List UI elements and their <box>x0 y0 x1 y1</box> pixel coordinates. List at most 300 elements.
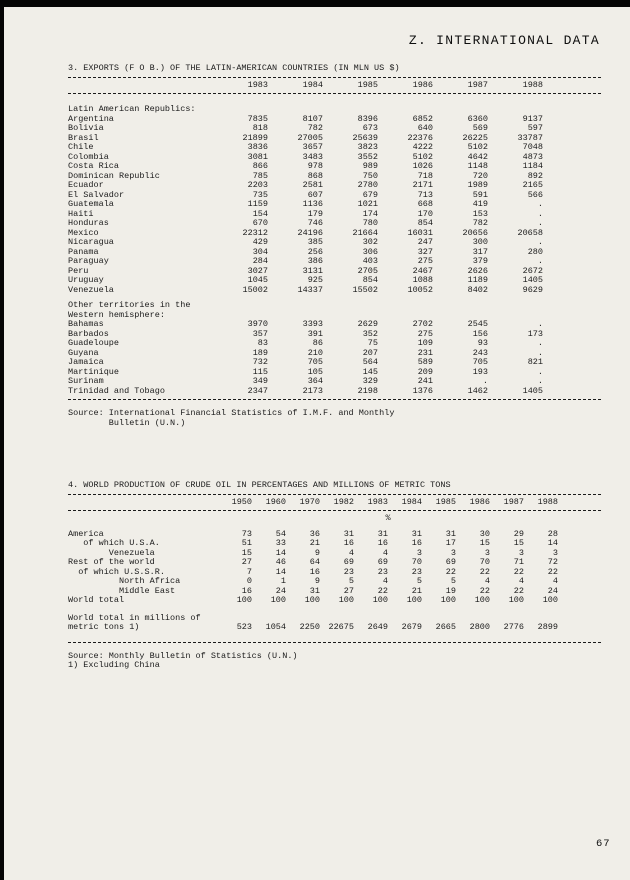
country-label: Jamaica <box>68 357 104 367</box>
country-label: Venezuela <box>68 284 114 295</box>
cell-1984: 27005 <box>297 132 323 143</box>
table-row <box>68 210 601 220</box>
cell-1982: 23 <box>343 566 354 577</box>
country-label: Bahamas <box>68 319 104 329</box>
table-row <box>68 276 601 286</box>
cell-1984: 385 <box>307 237 323 247</box>
cell-1986: 10052 <box>407 284 433 295</box>
country-label: Mexico <box>68 227 99 238</box>
cell-1983: 2203 <box>247 180 268 190</box>
cell-1988: 173 <box>527 328 543 339</box>
cell-1985: 5 <box>450 576 456 586</box>
cell-1988: 3 <box>552 547 558 558</box>
dashed-separator <box>68 93 601 94</box>
cell-1988: . <box>537 256 543 266</box>
cell-1987: 20656 <box>462 227 488 238</box>
country-label: Peru <box>68 265 89 276</box>
cell-1984: 3483 <box>302 151 323 162</box>
cell-1988: 1184 <box>522 161 543 171</box>
cell-1984: 70 <box>411 557 422 567</box>
cell-1988: 566 <box>527 189 543 200</box>
cell-1983: 670 <box>252 218 268 228</box>
cell-1985: 3823 <box>357 142 378 152</box>
cell-1960: 46 <box>275 557 286 567</box>
world-total-cell: 2649 <box>367 622 388 632</box>
crude-oil-table-section <box>68 481 601 671</box>
cell-1983: 69 <box>377 557 388 567</box>
cell-1987: 3 <box>518 547 524 558</box>
cell-1987: 1189 <box>467 275 488 285</box>
cell-1985: 100 <box>440 595 456 605</box>
cell-1988: 72 <box>547 557 558 567</box>
table-row <box>68 320 601 330</box>
table-row <box>68 358 601 368</box>
cell-1985: 329 <box>362 376 378 386</box>
cell-1987: 93 <box>477 338 488 348</box>
cell-1970: 9 <box>314 576 320 586</box>
world-total-cell: 2800 <box>469 622 490 632</box>
cell-1986: 327 <box>417 246 433 257</box>
cell-1970: 21 <box>309 538 320 548</box>
cell-1988: 821 <box>527 357 543 367</box>
world-total-cell: 22675 <box>328 622 354 632</box>
cell-1987: 720 <box>472 170 488 181</box>
cell-1987: 705 <box>472 357 488 367</box>
cell-1988: 7048 <box>522 142 543 152</box>
cell-1984: 391 <box>307 328 323 339</box>
country-label: Guatemala <box>68 199 114 209</box>
cell-1984: 705 <box>307 357 323 367</box>
cell-1982: 69 <box>343 557 354 567</box>
cell-1984: 3657 <box>302 142 323 152</box>
table-row <box>68 115 601 125</box>
table-row <box>68 181 601 191</box>
cell-1986: 241 <box>417 376 433 386</box>
table-row <box>68 339 601 349</box>
cell-1950: 100 <box>236 595 252 605</box>
spacer <box>68 633 601 639</box>
table-row <box>68 153 601 163</box>
cell-1985: 673 <box>362 123 378 133</box>
country-label: Paraguay <box>68 256 109 266</box>
cell-1985: 15502 <box>352 284 378 295</box>
cell-1985: 780 <box>362 218 378 228</box>
cell-1986: 100 <box>474 595 490 605</box>
cell-1985: 564 <box>362 357 378 367</box>
cell-1988: . <box>537 218 543 228</box>
table-row <box>68 238 601 248</box>
cell-1986: 668 <box>417 199 433 209</box>
percent-header-spacer <box>68 514 218 524</box>
cell-1988: 892 <box>527 170 543 181</box>
cell-1988: 9629 <box>522 284 543 295</box>
cell-1986: 275 <box>417 256 433 266</box>
cell-1986: 2171 <box>412 180 433 190</box>
cell-1985: 3552 <box>357 151 378 162</box>
cell-1988: 597 <box>527 123 543 133</box>
cell-1984: 24196 <box>297 227 323 238</box>
cell-1987: 1148 <box>467 161 488 171</box>
cell-1984: 3393 <box>302 319 323 329</box>
dashed-separator <box>68 510 601 511</box>
year-label: 1987 <box>467 79 488 90</box>
cell-1984: 746 <box>307 218 323 228</box>
cell-1986: 1026 <box>412 161 433 171</box>
country-label: Honduras <box>68 218 109 228</box>
cell-1970: 64 <box>309 557 320 567</box>
cell-1983: 4 <box>382 547 388 558</box>
cell-1987: 26225 <box>462 132 488 143</box>
cell-1983: 1159 <box>247 199 268 209</box>
cell-1985: 352 <box>362 328 378 339</box>
cell-1970: 31 <box>309 585 320 596</box>
world-total-cell: 2679 <box>401 622 422 632</box>
cell-1982: 5 <box>348 576 354 586</box>
cell-1984: 925 <box>307 275 323 285</box>
dashed-separator <box>68 399 601 400</box>
cell-1982: 16 <box>343 538 354 548</box>
table-row <box>68 286 601 296</box>
cell-1986: 170 <box>417 208 433 219</box>
cell-1987: 71 <box>513 557 524 567</box>
cell-1985: 854 <box>362 275 378 285</box>
dashed-separator <box>68 77 601 78</box>
country-label: El Salvador <box>68 189 125 200</box>
cell-1987: 8402 <box>467 284 488 295</box>
cell-1988: 2672 <box>522 265 543 276</box>
cell-1983: 284 <box>252 256 268 266</box>
cell-1950: 16 <box>241 585 252 596</box>
cell-1985: 2780 <box>357 180 378 190</box>
cell-1960: 33 <box>275 538 286 548</box>
cell-1983: 349 <box>252 376 268 386</box>
year-label: 1983 <box>247 79 268 90</box>
year-label: 1985 <box>357 79 378 90</box>
cell-1983: 818 <box>252 123 268 133</box>
cell-1983: 31 <box>377 528 388 539</box>
cell-1987: 193 <box>472 366 488 377</box>
cell-1987: 2626 <box>467 265 488 276</box>
cell-1986: 70 <box>479 557 490 567</box>
cell-1984: 782 <box>307 123 323 133</box>
cell-1986: 2702 <box>412 319 433 329</box>
source-line: Bulletin (U.N.) <box>68 417 186 428</box>
cell-1986: 231 <box>417 347 433 358</box>
cell-1988: 280 <box>527 246 543 257</box>
cell-1983: 785 <box>252 170 268 181</box>
cell-1988: 2165 <box>522 180 543 190</box>
region-label: of which U.S.S.R. <box>68 566 165 577</box>
cell-1983: 15002 <box>242 284 268 295</box>
cell-1986: 589 <box>417 357 433 367</box>
source-line: Source: International Financial Statistics of I.M.F. and Monthly <box>68 408 395 418</box>
cell-1986: 22 <box>479 585 490 596</box>
cell-1983: 83 <box>257 338 268 348</box>
cell-1960: 54 <box>275 528 286 539</box>
world-total-label-line2: metric tons 1) <box>68 622 140 632</box>
cell-1985: 21664 <box>352 227 378 238</box>
cell-1985: 207 <box>362 347 378 358</box>
country-label: Uruguay <box>68 275 104 285</box>
table-row <box>68 143 601 153</box>
cell-1984: 386 <box>307 256 323 266</box>
cell-1987: 379 <box>472 256 488 266</box>
cell-1986: 6852 <box>412 113 433 124</box>
region-label: World total <box>68 595 125 605</box>
cell-1987: 5102 <box>467 142 488 152</box>
cell-1987: 4642 <box>467 151 488 162</box>
cell-1984: 5 <box>416 576 422 586</box>
cell-1985: 31 <box>445 528 456 539</box>
cell-1985: 22 <box>445 566 456 577</box>
cell-1983: 3081 <box>247 151 268 162</box>
year-label: 1950 <box>231 496 252 507</box>
cell-1984: 100 <box>406 595 422 605</box>
cell-1984: 210 <box>307 347 323 358</box>
cell-1970: 100 <box>304 595 320 605</box>
country-label: Chile <box>68 142 94 152</box>
table-row <box>68 248 601 258</box>
cell-1960: 24 <box>275 585 286 596</box>
cell-1984: 8107 <box>302 113 323 124</box>
latin-american-rows <box>68 115 601 296</box>
country-label: Haiti <box>68 208 94 219</box>
cell-1983: 3027 <box>247 265 268 276</box>
cell-1984: 16 <box>411 538 422 548</box>
cell-1988: . <box>537 347 543 358</box>
cell-1987: 22 <box>513 585 524 596</box>
cell-1987: 6360 <box>467 113 488 124</box>
country-label: Surinam <box>68 376 104 386</box>
cell-1983: 429 <box>252 237 268 247</box>
cell-1988: 33787 <box>517 132 543 143</box>
region-label: of which U.S.A. <box>68 538 160 548</box>
crude-oil-year-header-row <box>68 498 601 508</box>
cell-1986: 1088 <box>412 275 433 285</box>
year-label: 1986 <box>469 496 490 507</box>
world-total-cell: 2250 <box>299 622 320 632</box>
cell-1988: . <box>537 208 543 219</box>
cell-1985: 3 <box>450 547 456 558</box>
table-row <box>68 172 601 182</box>
cell-1987: 29 <box>513 528 524 539</box>
year-label: 1970 <box>299 496 320 507</box>
cell-1982: 100 <box>338 595 354 605</box>
country-label: Colombia <box>68 151 109 162</box>
table-row <box>68 257 601 267</box>
country-label: Dominican Republic <box>68 170 160 181</box>
cell-1988: 28 <box>547 528 558 539</box>
section-heading-latin-american: Latin American Republics: <box>68 104 196 114</box>
cell-1970: 16 <box>309 566 320 577</box>
cell-1985: 145 <box>362 366 378 377</box>
cell-1984: 179 <box>307 208 323 219</box>
footnote-line: 1) Excluding China <box>68 660 160 670</box>
region-label: Rest of the world <box>68 557 155 567</box>
cell-1983: 16 <box>377 538 388 548</box>
cell-1950: 51 <box>241 538 252 548</box>
dashed-separator <box>68 494 601 495</box>
cell-1986: 3 <box>484 547 490 558</box>
year-label: 1960 <box>265 496 286 507</box>
cell-1988: 9137 <box>522 113 543 124</box>
region-label: Venezuela <box>68 547 155 558</box>
cell-1983: 304 <box>252 246 268 257</box>
crude-oil-table-title: 4. WORLD PRODUCTION OF CRUDE OIL IN PERCENTAGES AND MILLIONS OF METRIC TONS <box>68 480 451 490</box>
cell-1984: 2173 <box>302 385 323 396</box>
cell-1970: 9 <box>314 547 320 558</box>
year-label: 1984 <box>401 496 422 507</box>
cell-1983: 7835 <box>247 113 268 124</box>
cell-1983: 866 <box>252 161 268 171</box>
cell-1983: 732 <box>252 357 268 367</box>
cell-1985: 2629 <box>357 319 378 329</box>
world-total-cell: 2899 <box>537 622 558 632</box>
cell-1983: 22 <box>377 585 388 596</box>
cell-1986: 2467 <box>412 265 433 276</box>
cell-1983: 4 <box>382 576 388 586</box>
cell-1985: 306 <box>362 246 378 257</box>
world-total-cell: 1054 <box>265 622 286 632</box>
year-header-spacer <box>68 81 213 91</box>
cell-1983: 357 <box>252 328 268 339</box>
country-label: Bolivia <box>68 123 104 133</box>
cell-1987: 591 <box>472 189 488 200</box>
cell-1984: 86 <box>312 338 323 348</box>
cell-1982: 31 <box>343 528 354 539</box>
cell-1960: 14 <box>275 566 286 577</box>
cell-1985: 19 <box>445 585 456 596</box>
cell-1986: 30 <box>479 528 490 539</box>
cell-1988: . <box>537 366 543 377</box>
cell-1983: 2347 <box>247 385 268 396</box>
cell-1988: . <box>537 319 543 329</box>
year-label: 1985 <box>435 496 456 507</box>
cell-1988: . <box>537 376 543 386</box>
world-total-values-row <box>68 623 601 633</box>
cell-1986: 713 <box>417 189 433 200</box>
year-label: 1986 <box>412 79 433 90</box>
cell-1987: 243 <box>472 347 488 358</box>
country-label: Martinique <box>68 366 120 377</box>
country-label: Guadeloupe <box>68 338 120 348</box>
table-row <box>68 349 601 359</box>
cell-1960: 14 <box>275 547 286 558</box>
other-territories-rows <box>68 320 601 396</box>
cell-1982: 4 <box>348 547 354 558</box>
cell-1986: 15 <box>479 538 490 548</box>
country-label: Argentina <box>68 113 114 124</box>
cell-1983: 1045 <box>247 275 268 285</box>
cell-1986: 22376 <box>407 132 433 143</box>
percent-header-row <box>68 514 601 524</box>
cell-1983: 22312 <box>242 227 268 238</box>
cell-1988: 100 <box>542 595 558 605</box>
cell-1960: 100 <box>270 595 286 605</box>
cell-1986: 4222 <box>412 142 433 152</box>
year-label: 1982 <box>333 496 354 507</box>
region-label: America <box>68 528 104 539</box>
region-label: Middle East <box>68 585 176 596</box>
cell-1970: 36 <box>309 528 320 539</box>
percent-symbol: % <box>385 513 391 523</box>
cell-1984: 607 <box>307 189 323 200</box>
country-label: Brasil <box>68 132 99 143</box>
cell-1985: 8396 <box>357 113 378 124</box>
cell-1988: . <box>537 199 543 209</box>
cell-1987: 300 <box>472 237 488 247</box>
country-label: Guyana <box>68 347 99 358</box>
cell-1960: 1 <box>280 576 286 586</box>
cell-1984: 14337 <box>297 284 323 295</box>
table-row <box>68 368 601 378</box>
cell-1988: . <box>537 338 543 348</box>
cell-1983: 23 <box>377 566 388 577</box>
year-label: 1988 <box>537 496 558 507</box>
cell-1985: 75 <box>367 338 378 348</box>
exports-table-title: 3. EXPORTS (F O B.) OF THE LATIN-AMERICAN COUNTRIES (IN MLN US $) <box>68 63 400 73</box>
cell-1987: 156 <box>472 328 488 339</box>
cell-1984: 868 <box>307 170 323 181</box>
exports-table-section <box>68 64 601 428</box>
table-row <box>68 229 601 239</box>
cell-1987: 569 <box>472 123 488 133</box>
year-label: 1984 <box>302 79 323 90</box>
cell-1983: 100 <box>372 595 388 605</box>
cell-1986: 4 <box>484 576 490 586</box>
country-label: Costa Rica <box>68 161 120 171</box>
cell-1987: 22 <box>513 566 524 577</box>
cell-1987: 15 <box>513 538 524 548</box>
cell-1984: 31 <box>411 528 422 539</box>
table-row <box>68 200 601 210</box>
cell-1986: 854 <box>417 218 433 228</box>
cell-1987: . <box>482 376 488 386</box>
cell-1986: 247 <box>417 237 433 247</box>
cell-1986: 718 <box>417 170 433 181</box>
cell-1983: 3836 <box>247 142 268 152</box>
cell-1985: 302 <box>362 237 378 247</box>
cell-1986: 22 <box>479 566 490 577</box>
cell-1984: 364 <box>307 376 323 386</box>
source-line: Source: Monthly Bulletin of Statistics (U.N.) <box>68 650 298 661</box>
cell-1983: 154 <box>252 208 268 219</box>
country-label: Nicaragua <box>68 237 114 247</box>
cell-1985: 679 <box>362 189 378 200</box>
dashed-separator <box>68 642 601 643</box>
world-total-cell: 2776 <box>503 622 524 632</box>
cell-1950: 15 <box>241 547 252 558</box>
world-total-label-line1: World total in millions of <box>68 612 201 623</box>
cell-1988: 1405 <box>522 385 543 396</box>
table-row <box>68 596 601 606</box>
cell-1983: 3970 <box>247 319 268 329</box>
cell-1985: 2705 <box>357 265 378 276</box>
cell-1987: 317 <box>472 246 488 257</box>
world-total-cell: 523 <box>236 622 252 632</box>
section-heading-other-territories-line2: Western hemisphere: <box>68 309 165 320</box>
cell-1984: 105 <box>307 366 323 377</box>
region-label: North Africa <box>68 576 181 586</box>
exports-year-header-row <box>68 81 601 91</box>
cell-1988: . <box>537 237 543 247</box>
cell-1987: 2545 <box>467 319 488 329</box>
cell-1984: 2581 <box>302 180 323 190</box>
country-label: Ecuador <box>68 180 104 190</box>
cell-1984: 23 <box>411 566 422 577</box>
year-header-spacer <box>68 498 218 508</box>
cell-1985: 1021 <box>357 199 378 209</box>
